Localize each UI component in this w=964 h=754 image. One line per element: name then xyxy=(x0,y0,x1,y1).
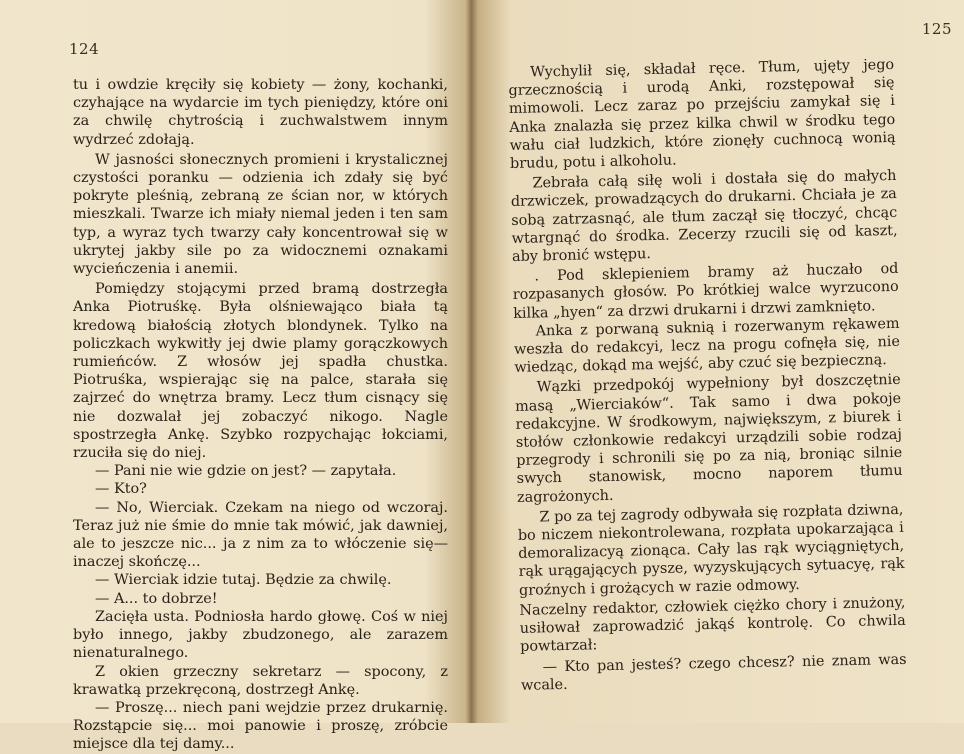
paragraph: Pomiędzy stojącymi przed bramą dostrzegła Anka Piotruśkę. Była olśniewająco biała tą kredową białością złotych blondynek. Tylko na policzkach wykwitły jej dwie plamy gorączkowych rumieńców. Z włosów jej spadła chustka. Piotruśka, wspierając się na palce, starała się zajrzeć do wnętrza bramy. Lecz tłum cisnący się nie dozwalał jej zobaczyć nikogo. Nagle spostrzegła Ankę. Szybko rozpychając łokciami, rzuciła się do niej. xyxy=(73,281,448,462)
paragraph: Z okien grzeczny sekretarz — spocony, z krawatką przekręconą, dostrzegł Ankę. xyxy=(73,663,448,698)
paragraph: Naczelny redaktor, człowiek ciężko chory i znużony, usiłował zaprowadzić jakąś kontrolę. Co chwila powtarzał: xyxy=(519,594,906,656)
right-page-text xyxy=(508,56,907,695)
dialogue-line: — No, Wierciak. Czekam na niego od wczoraj. Teraz już nie śmie do mnie tak mówić, jak dawniej, ale to jeszcze nic... ja z nim za to włóczenie się—inaczej skończę... xyxy=(73,499,448,571)
dialogue-line: — A... to dobrze! xyxy=(95,590,218,607)
paragraph: Zebrała całą siłę woli i dostała się do małych drzwiczek, prowadzących do drukarni. Chciała je za sobą zatrzasnąć, ale tłum zaczął się tłoczyć, chcąc wtargnąć do środka. Zecerzy rzucili się od kaszt, aby bronić wstępu. xyxy=(510,168,898,265)
paragraph: Wychylił się, składał ręce. Tłum, ujęty jego grzecznością i urodą Anki, rozstępował się mimowoli. Lecz zaraz po przejściu zamykał się i Anka znalazła się przez kilka chwil w środku tego wału ciał ludzkich, które zionęły cuchnocą wonią brudu, potu i alkoholu. xyxy=(508,56,896,172)
paragraph: Zacięła usta. Podniosła hardo głowę. Coś w niej było innego, jakby zbudzonego, ale zarazem nienaturalnego. xyxy=(73,608,448,662)
page-number-right: 125 xyxy=(921,20,952,38)
paragraph: . Pod sklepieniem bramy aż huczało od rozpasanych głosów. Po krótkiej walce wyrzucono kilka „hyen“ za drzwi drukarni i drzwi zamknięto. xyxy=(512,261,899,322)
left-page xyxy=(0,0,470,753)
paragraph: tu i owdzie kręciły się kobiety — żony, kochanki, czyhające na wydarcie im tych pieniędzy, które oni za chwilę chytrością i zuchwalstwem innym wydrzeć zdołają. xyxy=(73,77,448,148)
dialogue-line: — Proszę... niech pani wejdzie przez drukarnię. Rozstąpcie się... moi panowie i proszę, zróbcie miejsce dla tej damy... xyxy=(73,699,448,753)
paragraph: Z po za tej zagrody odbywała się rozpłata dziwna, bo niczem niekontrolewana, rozpłata upokarzająca i demoralizacyą zionąca. Cały las rąk wyciągniętych, rąk urągających pysze, wyzyskujących sytuacyę, rąk groźnych i grożących w razie odmowy. xyxy=(517,501,905,599)
page-number-left: 124 xyxy=(69,40,100,58)
paragraph: W jasności słonecznych promieni i krystalicznej czystości poranku — odzienia ich zdały się być pokryte pleśnią, zebraną ze ścian nor, w których mieszkali. Twarze ich miały niemal jeden i ten sam typ, a wyraz tych twarzy cały koncentrował się w ukrytej jakby sile po za widocznemi oznakami wycieńczenia i anemii. xyxy=(73,151,448,278)
dialogue-line: — Pani nie wie gdzie on jest? — zapytała. xyxy=(95,463,397,480)
right-page xyxy=(496,0,964,723)
paragraph: Wązki przedpokój wypełniony był doszczętnie masą „Wierciaków“. Tak samo i dwa pokoje redakcyjne. W środkowym, największym, z biurek i stołów członkowie redakcyi urządzili sobie rodzaj przegrody i schronili się po za nią, broniąc silnie swych stanowisk, mocno naporem tłumu zagrożonych. xyxy=(515,372,903,506)
paragraph: Anka z porwaną suknią i rozerwanym rękawem weszła do redakcyi, lecz na progu cofnęła się, nie wiedząc, dokąd ma wejść, aby czuć się bezpieczną. xyxy=(513,315,901,377)
dialogue-line: — Kto pan jesteś? czego chcesz? nie znam was wcale. xyxy=(520,651,907,694)
dialogue-line: — Wierciak idzie tutaj. Będzie za chwilę. xyxy=(95,572,392,589)
left-page-text xyxy=(73,76,448,754)
dialogue-line: — Kto? xyxy=(95,481,147,498)
